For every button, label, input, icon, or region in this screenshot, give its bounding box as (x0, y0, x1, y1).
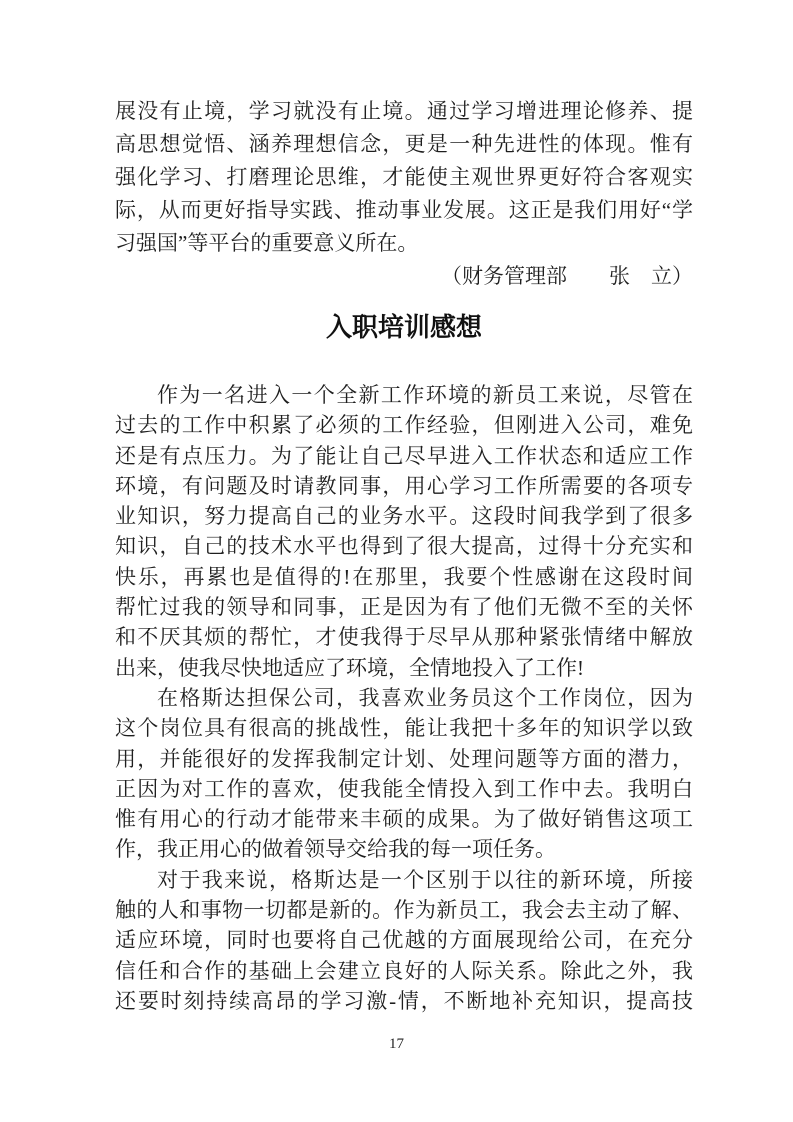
text-line: 出来，使我尽快地适应了环境，全情地投入了工作! (115, 655, 584, 680)
text-line: 正因为对工作的喜欢，使我能全情投入到工作中去。我明白 (115, 776, 693, 801)
text-line: 过去的工作中积累了必须的工作经验，但刚进入公司，难免 (115, 413, 693, 438)
text-line: 知识，自己的技术水平也得到了很大提高，过得十分充实和 (115, 534, 693, 559)
closing-paragraph (115, 95, 693, 260)
text-line: 用，并能很好的发挥我制定计划、处理问题等方面的潜力， (115, 746, 693, 771)
page-number: 17 (389, 1036, 404, 1052)
text-line: 还要时刻持续高昂的学习激-情，不断地补充知识，提高技 (115, 988, 693, 1013)
text-line: 对于我来说，格斯达是一个区别于以往的新环境，所接 (157, 867, 693, 892)
text-line: 触的人和事物一切都是新的。作为新员工，我会去主动了解、 (115, 898, 693, 923)
text-line: 惟有用心的行动才能带来丰硕的成果。为了做好销售这项工 (115, 807, 693, 832)
text-line: 环境，有问题及时请教同事，用心学习工作所需要的各项专 (115, 473, 693, 498)
text-line: 快乐，再累也是值得的!在那里，我要个性感谢在这段时间 (115, 564, 693, 589)
paragraph (115, 865, 693, 1016)
text-line: 在格斯达担保公司，我喜欢业务员这个工作岗位，因为 (157, 685, 693, 710)
text-line: 这个岗位具有很高的挑战性，能让我把十多年的知识学以致 (115, 716, 693, 741)
text-line: 还是有点压力。为了能让自己尽早进入工作状态和适应工作 (115, 443, 693, 468)
text-line: 作，我正用心的做着领导交给我的每一项任务。 (115, 837, 556, 862)
paragraph (115, 683, 693, 865)
text-line: 强化学习、打磨理论思维，才能使主观世界更好符合客观实 (115, 165, 693, 189)
article-title: 入职培训感想 (325, 312, 482, 342)
text-line: 信任和合作的基础上会建立良好的人际关系。除此之外，我 (115, 958, 693, 983)
attribution-line: （财务管理部 张 立） (441, 264, 693, 288)
paragraph (115, 380, 693, 683)
text-line: 和不厌其烦的帮忙，才使我得于尽早从那种紧张情绪中解放 (115, 625, 693, 650)
text-line: 习强国”等平台的重要意义所在。 (115, 231, 419, 255)
text-line: 业知识，努力提高自己的业务水平。这段时间我学到了很多 (115, 504, 693, 529)
text-line: 帮忙过我的领导和同事，正是因为有了他们无微不至的关怀 (115, 595, 693, 620)
text-line: 高思想觉悟、涵养理想信念，更是一种先进性的体现。惟有 (115, 132, 693, 156)
text-line: 作为一名进入一个全新工作环境的新员工来说，尽管在 (157, 383, 693, 407)
text-line: 际，从而更好指导实践、推动事业发展。这正是我们用好“学 (115, 198, 693, 222)
page-content (115, 0, 693, 1016)
text-line: 展没有止境，学习就没有止境。通过学习增进理论修养、提 (115, 99, 693, 123)
text-line: 适应环境，同时也要将自己优越的方面展现给公司，在充分 (115, 928, 693, 953)
